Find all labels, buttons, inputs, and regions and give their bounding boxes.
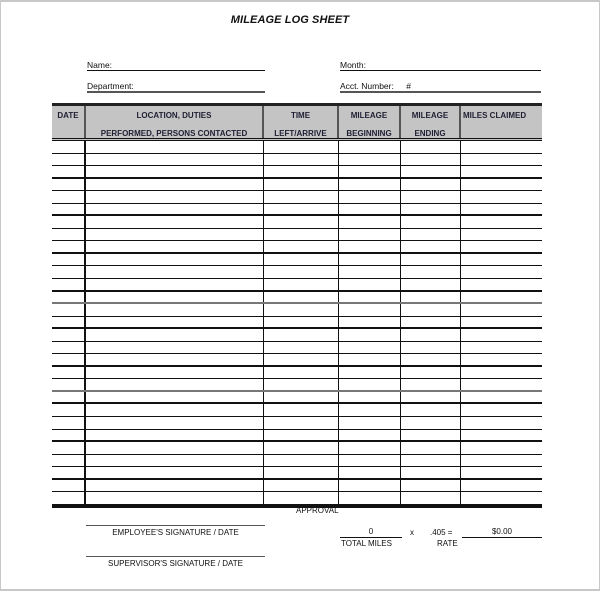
cell-time[interactable] [264,329,339,341]
rate-value: .405 = [430,528,453,537]
cell-location[interactable] [86,166,264,177]
table-row [52,430,542,443]
cell-date[interactable] [52,392,86,403]
cell-location[interactable] [86,179,264,191]
cell-miles-claimed[interactable] [461,404,542,416]
cell-mileage-ending[interactable] [401,430,461,441]
cell-miles-claimed[interactable] [461,154,542,166]
cell-location[interactable] [86,455,264,467]
cell-location[interactable] [86,430,264,441]
cell-mileage-beginning[interactable] [339,141,401,153]
cell-mileage-ending[interactable] [401,254,461,266]
cell-mileage-ending[interactable] [401,166,461,177]
acct-number-value: # [406,81,411,91]
cell-miles-claimed[interactable] [461,141,542,153]
cell-mileage-beginning[interactable] [339,292,401,303]
cell-time[interactable] [264,492,339,504]
cell-mileage-beginning[interactable] [339,480,401,492]
month-field[interactable] [340,60,541,71]
cell-mileage-ending[interactable] [401,492,461,504]
table-row [52,229,542,242]
table-row [52,254,542,267]
cell-time[interactable] [264,455,339,467]
table-row [52,367,542,380]
cell-location[interactable] [86,442,264,454]
table-row [52,141,542,154]
cell-location[interactable] [86,241,264,252]
table-row [52,442,542,455]
cell-mileage-ending[interactable] [401,317,461,328]
cell-date[interactable] [52,292,86,303]
cell-time[interactable] [264,404,339,416]
column-header-date: DATE [52,106,86,138]
table-row [52,480,542,493]
column-header-miles-claimed: MILES CLAIMED [463,111,527,120]
cell-date[interactable] [52,154,86,166]
cell-mileage-ending[interactable] [401,229,461,241]
cell-mileage-beginning[interactable] [339,216,401,228]
table-row [52,317,542,330]
cell-time[interactable] [264,354,339,365]
cell-mileage-ending[interactable] [401,480,461,492]
cell-location[interactable] [86,279,264,290]
cell-miles-claimed[interactable] [461,191,542,203]
cell-miles-claimed[interactable] [461,266,542,278]
cell-mileage-ending[interactable] [401,279,461,290]
cell-date[interactable] [52,430,86,441]
cell-location[interactable] [86,329,264,341]
cell-mileage-ending[interactable] [401,455,461,467]
cell-miles-claimed[interactable] [461,342,542,354]
cell-time[interactable] [264,292,339,303]
cell-time[interactable] [264,166,339,177]
cell-miles-claimed[interactable] [461,467,542,478]
cell-mileage-beginning[interactable] [339,329,401,341]
cell-miles-claimed[interactable] [461,442,542,454]
cell-date[interactable] [52,317,86,328]
approval-label: APPROVAL [296,506,339,515]
cell-mileage-beginning[interactable] [339,367,401,379]
cell-date[interactable] [52,141,86,153]
mileage-table [52,103,542,508]
cell-time[interactable] [264,392,339,403]
cell-date[interactable] [52,329,86,341]
cell-miles-claimed[interactable] [461,455,542,467]
department-field[interactable] [87,81,265,93]
cell-miles-claimed[interactable] [461,430,542,441]
cell-location[interactable] [86,254,264,266]
table-row [52,467,542,480]
table-row [52,191,542,204]
cell-date[interactable] [52,480,86,492]
cell-mileage-ending[interactable] [401,442,461,454]
month-label: Month: [340,60,366,70]
cell-mileage-beginning[interactable] [339,317,401,328]
cell-mileage-beginning[interactable] [339,467,401,478]
cell-mileage-ending[interactable] [401,329,461,341]
cell-date[interactable] [52,179,86,191]
cell-date[interactable] [52,204,86,215]
cell-location[interactable] [86,216,264,228]
cell-location[interactable] [86,417,264,429]
cell-miles-claimed[interactable] [461,204,542,215]
cell-date[interactable] [52,354,86,365]
cell-date[interactable] [52,467,86,478]
cell-mileage-ending[interactable] [401,392,461,403]
cell-time[interactable] [264,204,339,215]
column-header-time: TIME LEFT/ARRIVE [264,106,339,138]
cell-time[interactable] [264,241,339,252]
cell-location[interactable] [86,392,264,403]
cell-mileage-ending[interactable] [401,417,461,429]
cell-time[interactable] [264,467,339,478]
cell-miles-claimed[interactable] [461,367,542,379]
cell-location[interactable] [86,354,264,365]
cell-location[interactable] [86,292,264,303]
table-row [52,455,542,468]
total-miles-label: TOTAL MILES [341,539,392,548]
cell-location[interactable] [86,467,264,478]
department-label: Department: [87,81,134,91]
cell-mileage-ending[interactable] [401,241,461,252]
cell-mileage-beginning[interactable] [339,204,401,215]
table-row [52,404,542,417]
table-row [52,492,542,505]
cell-mileage-ending[interactable] [401,467,461,478]
cell-time[interactable] [264,191,339,203]
cell-date[interactable] [52,229,86,241]
table-row [52,329,542,342]
cell-time[interactable] [264,254,339,266]
cell-location[interactable] [86,317,264,328]
cell-date[interactable] [52,241,86,252]
supervisor-signature-line[interactable]: SUPERVISOR'S SIGNATURE / DATE [86,556,265,568]
cell-mileage-beginning[interactable] [339,404,401,416]
cell-miles-claimed[interactable] [461,254,542,266]
column-header-location: LOCATION, DUTIES PERFORMED, PERSONS CONTACTED [86,106,264,138]
cell-date[interactable] [52,216,86,228]
cell-date[interactable] [52,166,86,177]
cell-mileage-ending[interactable] [401,204,461,215]
cell-location[interactable] [86,342,264,354]
cell-mileage-beginning[interactable] [339,229,401,241]
cell-time[interactable] [264,141,339,153]
cell-time[interactable] [264,430,339,441]
cell-mileage-beginning[interactable] [339,455,401,467]
cell-time[interactable] [264,442,339,454]
table-row [52,354,542,367]
cell-time[interactable] [264,342,339,354]
acct-number-field[interactable] [340,81,541,93]
cell-mileage-ending[interactable] [401,191,461,203]
cell-time[interactable] [264,317,339,328]
cell-mileage-beginning[interactable] [339,304,401,316]
cell-location[interactable] [86,204,264,215]
cell-location[interactable] [86,492,264,504]
multiply-sign: x [410,528,414,537]
cell-mileage-ending[interactable] [401,216,461,228]
employee-signature-line[interactable]: EMPLOYEE'S SIGNATURE / DATE [86,525,265,537]
column-header-mileage-beginning: MILEAGE BEGINNING [339,106,401,138]
cell-time[interactable] [264,279,339,290]
cell-mileage-ending[interactable] [401,354,461,365]
cell-mileage-beginning[interactable] [339,392,401,403]
cell-time[interactable] [264,480,339,492]
cell-miles-claimed[interactable] [461,417,542,429]
cell-time[interactable] [264,179,339,191]
cell-miles-claimed[interactable] [461,492,542,504]
cell-miles-claimed[interactable] [461,480,542,492]
cell-date[interactable] [52,442,86,454]
cell-date[interactable] [52,266,86,278]
cell-location[interactable] [86,191,264,203]
cell-location[interactable] [86,367,264,379]
cell-mileage-ending[interactable] [401,292,461,303]
table-body [52,141,542,508]
cell-miles-claimed[interactable] [461,216,542,228]
table-row [52,241,542,254]
cell-mileage-beginning[interactable] [339,417,401,429]
cell-mileage-beginning[interactable] [339,191,401,203]
table-row [52,417,542,430]
cell-miles-claimed[interactable] [461,229,542,241]
cell-date[interactable] [52,191,86,203]
cell-miles-claimed[interactable] [461,317,542,328]
acct-number-label: Acct. Number: [340,81,394,91]
cell-mileage-beginning[interactable] [339,379,401,390]
cell-time[interactable] [264,367,339,379]
table-row [52,154,542,167]
name-label: Name: [87,60,113,70]
total-miles-value: 0 [340,527,402,538]
cell-miles-claimed[interactable] [461,354,542,365]
cell-date[interactable] [52,417,86,429]
cell-date[interactable] [52,342,86,354]
cell-mileage-ending[interactable] [401,404,461,416]
cell-location[interactable] [86,229,264,241]
cell-time[interactable] [264,154,339,166]
table-row [52,279,542,292]
table-row [52,342,542,355]
document-title: MILEAGE LOG SHEET [230,14,350,26]
cell-mileage-beginning[interactable] [339,442,401,454]
cell-time[interactable] [264,379,339,390]
cell-location[interactable] [86,404,264,416]
amount-value: $0.00 [462,527,542,538]
table-row [52,266,542,279]
table-row [52,379,542,392]
table-row [52,292,542,305]
cell-miles-claimed[interactable] [461,392,542,403]
cell-time[interactable] [264,304,339,316]
cell-miles-claimed[interactable] [461,379,542,390]
cell-miles-claimed[interactable] [461,166,542,177]
cell-mileage-ending[interactable] [401,379,461,390]
cell-date[interactable] [52,304,86,316]
cell-date[interactable] [52,492,86,504]
table-row [52,166,542,179]
cell-miles-claimed[interactable] [461,179,542,191]
cell-location[interactable] [86,266,264,278]
table-row [52,304,542,317]
cell-mileage-ending[interactable] [401,154,461,166]
cell-date[interactable] [52,379,86,390]
cell-mileage-beginning[interactable] [339,279,401,290]
table-row [52,392,542,405]
cell-mileage-beginning[interactable] [339,492,401,504]
cell-date[interactable] [52,404,86,416]
cell-mileage-ending[interactable] [401,266,461,278]
cell-time[interactable] [264,229,339,241]
cell-miles-claimed[interactable] [461,279,542,290]
table-row [52,204,542,217]
cell-mileage-beginning[interactable] [339,342,401,354]
cell-miles-claimed[interactable] [461,329,542,341]
cell-miles-claimed[interactable] [461,241,542,252]
cell-time[interactable] [264,216,339,228]
cell-mileage-ending[interactable] [401,141,461,153]
cell-date[interactable] [52,367,86,379]
cell-time[interactable] [264,417,339,429]
table-row [52,179,542,192]
cell-mileage-ending[interactable] [401,342,461,354]
cell-location[interactable] [86,141,264,153]
cell-mileage-beginning[interactable] [339,430,401,441]
cell-mileage-beginning[interactable] [339,241,401,252]
cell-mileage-beginning[interactable] [339,254,401,266]
cell-location[interactable] [86,480,264,492]
cell-mileage-beginning[interactable] [339,354,401,365]
cell-miles-claimed[interactable] [461,304,542,316]
cell-mileage-ending[interactable] [401,179,461,191]
cell-mileage-beginning[interactable] [339,266,401,278]
cell-location[interactable] [86,379,264,390]
table-header [52,106,542,141]
cell-mileage-beginning[interactable] [339,154,401,166]
name-field[interactable] [87,60,265,71]
cell-time[interactable] [264,266,339,278]
cell-date[interactable] [52,455,86,467]
cell-mileage-ending[interactable] [401,304,461,316]
cell-miles-claimed[interactable] [461,292,542,303]
cell-mileage-beginning[interactable] [339,179,401,191]
cell-location[interactable] [86,304,264,316]
cell-date[interactable] [52,279,86,290]
cell-location[interactable] [86,154,264,166]
table-row [52,216,542,229]
rate-label: RATE [437,539,458,548]
cell-mileage-beginning[interactable] [339,166,401,177]
column-header-mileage-ending: MILEAGE ENDING [401,106,461,138]
cell-mileage-ending[interactable] [401,367,461,379]
cell-date[interactable] [52,254,86,266]
